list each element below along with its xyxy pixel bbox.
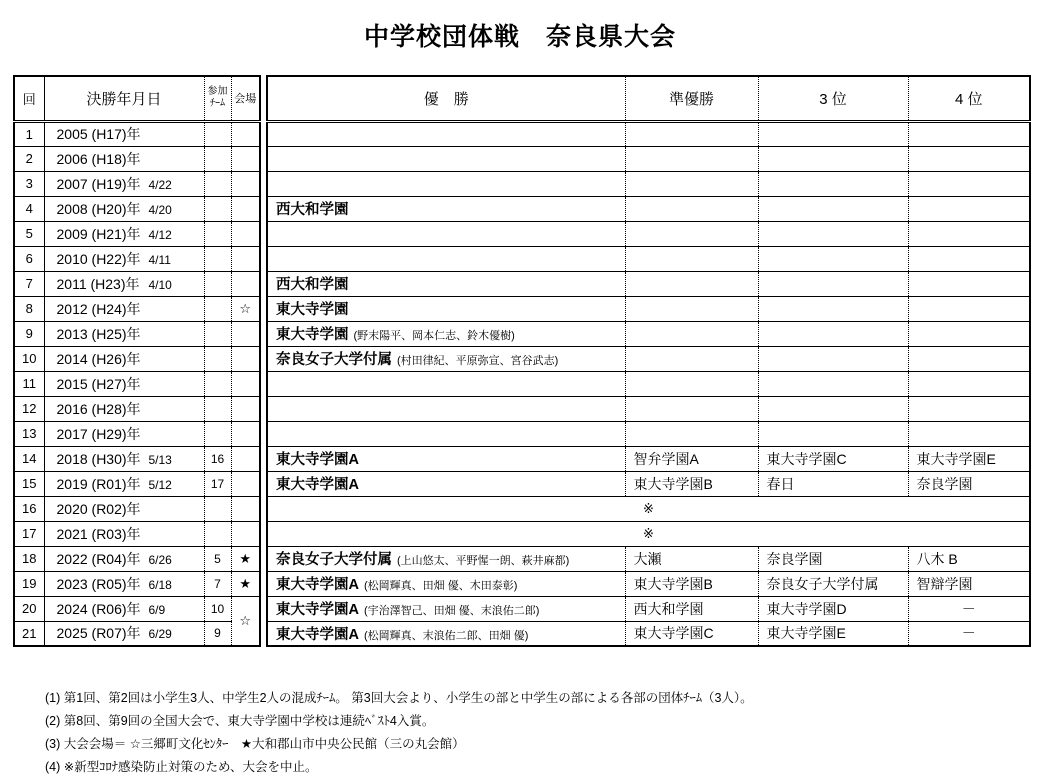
final-date-text: 6/9 <box>148 602 166 617</box>
date-cell <box>44 621 204 646</box>
teams-count-cell <box>204 196 231 221</box>
date-cell <box>44 346 204 371</box>
third-place-cell: 奈良女子大学付属 <box>758 571 908 596</box>
round-cell: 5 <box>14 221 44 246</box>
round-cell: 13 <box>14 421 44 446</box>
venue-cell <box>231 371 260 396</box>
champion-cell <box>267 246 625 271</box>
third-place-cell <box>758 396 908 421</box>
header-venue: 会場 <box>231 76 260 121</box>
runner-up-cell: 智弁学園A <box>625 446 758 471</box>
teams-count-cell <box>204 271 231 296</box>
right-table-row <box>267 621 1030 646</box>
teams-count-cell <box>204 321 231 346</box>
right-table-row <box>267 596 1030 621</box>
third-place-cell <box>758 346 908 371</box>
year-text: 2025 (R07)年 <box>56 625 141 642</box>
date-cell <box>44 521 204 546</box>
teams-count-cell: 5 <box>204 546 231 571</box>
third-place-cell <box>758 171 908 196</box>
date-cell <box>44 421 204 446</box>
venue-cell <box>231 421 260 446</box>
date-cell <box>44 121 204 146</box>
header-teams-line2: ﾁｰﾑ <box>210 98 225 110</box>
teams-count-cell <box>204 371 231 396</box>
third-place-cell: 東大寺学園E <box>758 621 908 646</box>
page-title: 中学校団体戦 奈良県大会 <box>363 23 676 51</box>
fourth-place-cell <box>908 121 1030 146</box>
teams-count-cell <box>204 296 231 321</box>
teams-count-cell <box>204 121 231 146</box>
fourth-place-cell: 智辯学園 <box>908 571 1030 596</box>
left-table-row <box>14 396 260 421</box>
left-table-row <box>14 296 260 321</box>
header-teams-line1: 参加 <box>207 86 228 98</box>
venue-cell <box>231 196 260 221</box>
right-table-row <box>267 121 1030 146</box>
year-text: 2015 (H27)年 <box>56 375 141 392</box>
year-text: 2006 (H18)年 <box>56 150 141 167</box>
champion-cell <box>267 596 625 621</box>
right-table-row <box>267 546 1030 571</box>
final-date-text: 6/29 <box>148 627 172 642</box>
champion-school: 東大寺学園A <box>276 602 359 618</box>
champion-cell <box>267 621 625 646</box>
venue-cell: ☆ <box>231 596 260 646</box>
right-table-row <box>267 171 1030 196</box>
right-table-row <box>267 421 1030 446</box>
third-place-cell <box>758 321 908 346</box>
date-cell <box>44 171 204 196</box>
teams-count-cell: 9 <box>204 621 231 646</box>
right-table-row <box>267 246 1030 271</box>
runner-up-cell <box>625 271 758 296</box>
champion-cell <box>267 396 625 421</box>
teams-count-cell <box>204 171 231 196</box>
footnote-3: (3) 大会会場＝ ☆三郷町文化ｾﾝﾀｰ ★大和郡山市中央公民館（三の丸会館） <box>45 737 465 751</box>
champion-cell <box>267 421 625 446</box>
runner-up-cell: 大瀬 <box>625 546 758 571</box>
round-cell: 6 <box>14 246 44 271</box>
right-table-row <box>267 371 1030 396</box>
round-cell: 11 <box>14 371 44 396</box>
fourth-place-cell: － <box>908 621 1030 646</box>
right-table-row <box>267 446 1030 471</box>
final-date-text: 4/10 <box>148 277 172 292</box>
year-text: 2019 (R01)年 <box>56 475 141 492</box>
runner-up-cell <box>625 371 758 396</box>
champion-school: 奈良女子大学付属 <box>276 552 392 568</box>
runner-up-cell <box>625 171 758 196</box>
venue-cell <box>231 271 260 296</box>
champion-school: 奈良女子大学付属 <box>276 352 392 368</box>
final-date-text: 6/18 <box>148 577 172 592</box>
round-cell: 16 <box>14 496 44 521</box>
left-header-row <box>14 76 260 121</box>
date-cell <box>44 396 204 421</box>
right-table-row <box>267 321 1030 346</box>
date-cell <box>44 371 204 396</box>
left-table-row <box>14 346 260 371</box>
venue-cell <box>231 171 260 196</box>
fourth-place-cell: 奈良学園 <box>908 471 1030 496</box>
runner-up-cell <box>625 346 758 371</box>
third-place-cell <box>758 371 908 396</box>
champion-school: 西大和学園 <box>276 202 349 218</box>
final-date-text: 5/12 <box>148 477 172 492</box>
left-table-row <box>14 521 260 546</box>
year-text: 2016 (H28)年 <box>56 400 141 417</box>
teams-count-cell <box>204 421 231 446</box>
left-table-row <box>14 496 260 521</box>
venue-cell <box>231 246 260 271</box>
date-cell <box>44 596 204 621</box>
date-cell <box>44 146 204 171</box>
teams-count-cell <box>204 221 231 246</box>
runner-up-cell <box>625 146 758 171</box>
venue-cell <box>231 521 260 546</box>
year-text: 2005 (H17)年 <box>56 126 141 142</box>
right-table-row <box>267 521 1030 546</box>
round-cell: 12 <box>14 396 44 421</box>
teams-count-cell <box>204 521 231 546</box>
round-cell: 3 <box>14 171 44 196</box>
third-place-cell <box>758 146 908 171</box>
year-text: 2007 (H19)年 <box>56 175 141 192</box>
venue-cell: ★ <box>231 546 260 571</box>
date-cell <box>44 196 204 221</box>
left-table-row <box>14 421 260 446</box>
third-place-cell: 東大寺学園C <box>758 446 908 471</box>
champion-school: 東大寺学園A <box>276 452 359 468</box>
date-cell <box>44 246 204 271</box>
champion-members: (松岡輝真、末浪佑二郎、田畑 優) <box>363 629 529 642</box>
runner-up-cell: 西大和学園 <box>625 596 758 621</box>
champion-members: (村田律紀、平原弥宣、宮谷武志) <box>397 355 559 367</box>
round-cell: 14 <box>14 446 44 471</box>
runner-up-cell <box>625 421 758 446</box>
year-text: 2017 (H29)年 <box>56 425 141 442</box>
runner-up-cell <box>625 246 758 271</box>
header-round: 回 <box>14 76 44 121</box>
fourth-place-cell <box>908 346 1030 371</box>
champion-school: 東大寺学園A <box>276 626 359 643</box>
year-text: 2014 (H26)年 <box>56 350 141 367</box>
round-cell: 21 <box>14 621 44 646</box>
year-text: 2013 (H25)年 <box>56 325 141 342</box>
third-place-cell <box>758 121 908 146</box>
round-cell: 9 <box>14 321 44 346</box>
fourth-place-cell <box>908 296 1030 321</box>
fourth-place-cell: － <box>908 596 1030 621</box>
right-table-row <box>267 396 1030 421</box>
date-cell <box>44 546 204 571</box>
right-header-row <box>267 76 1030 121</box>
right-table-row <box>267 296 1030 321</box>
round-cell: 19 <box>14 571 44 596</box>
fourth-place-cell <box>908 246 1030 271</box>
champion-cell <box>267 346 625 371</box>
header-runner-up: 準優勝 <box>625 76 758 121</box>
right-table-row <box>267 146 1030 171</box>
round-cell: 20 <box>14 596 44 621</box>
third-place-cell <box>758 421 908 446</box>
runner-up-cell <box>625 321 758 346</box>
right-table-row <box>267 346 1030 371</box>
left-table-row <box>14 596 260 621</box>
runner-up-cell <box>625 121 758 146</box>
year-text: 2012 (H24)年 <box>56 300 141 317</box>
right-table-row <box>267 221 1030 246</box>
left-table-row <box>14 171 260 196</box>
year-text: 2018 (H30)年 <box>56 450 141 467</box>
final-date-text: 5/13 <box>148 452 172 467</box>
teams-count-cell <box>204 346 231 371</box>
venue-cell <box>231 321 260 346</box>
year-text: 2024 (R06)年 <box>56 600 141 617</box>
year-text: 2011 (H23)年 <box>56 275 140 292</box>
left-table-body <box>14 121 260 646</box>
final-date-text: 4/12 <box>148 227 172 242</box>
teams-count-cell <box>204 396 231 421</box>
date-cell <box>44 271 204 296</box>
runner-up-cell: 東大寺学園B <box>625 571 758 596</box>
venue-cell: ☆ <box>231 296 260 321</box>
champion-members: (松岡輝真、田畑 優、木田泰彰) <box>363 580 518 592</box>
venue-cell: ★ <box>231 571 260 596</box>
right-table-body <box>267 121 1030 646</box>
left-table-row <box>14 621 260 646</box>
teams-count-cell <box>204 496 231 521</box>
fourth-place-cell <box>908 396 1030 421</box>
teams-count-cell: 16 <box>204 446 231 471</box>
champion-members: (宇治澤智己、田畑 優、末浪佑二郎) <box>363 605 540 617</box>
left-table-row <box>14 546 260 571</box>
fourth-place-cell <box>908 146 1030 171</box>
champion-cell <box>267 296 625 321</box>
cancelled-cell: ※ <box>267 521 1030 546</box>
date-cell <box>44 221 204 246</box>
date-cell <box>44 446 204 471</box>
champion-cell <box>267 371 625 396</box>
teams-count-cell <box>204 146 231 171</box>
venue-cell <box>231 146 260 171</box>
fourth-place-cell: 八木 B <box>908 546 1030 571</box>
right-table <box>266 75 1031 647</box>
results-tables <box>13 75 1031 647</box>
venue-cell <box>231 221 260 246</box>
year-text: 2022 (R04)年 <box>56 550 141 567</box>
champion-school: 西大和学園 <box>276 277 349 293</box>
runner-up-cell: 東大寺学園B <box>625 471 758 496</box>
round-cell: 10 <box>14 346 44 371</box>
left-table-row <box>14 196 260 221</box>
footnote-2: (2) 第8回、第9回の全国大会で、東大寺学園中学校は連続ﾍﾞｽﾄ4入賞。 <box>45 714 435 728</box>
date-cell <box>44 321 204 346</box>
round-cell: 1 <box>14 121 44 146</box>
teams-count-cell <box>204 246 231 271</box>
fourth-place-cell <box>908 421 1030 446</box>
header-fourth-place: 4 位 <box>908 76 1030 121</box>
round-cell: 7 <box>14 271 44 296</box>
champion-school: 東大寺学園 <box>276 327 349 343</box>
header-date: 決勝年月日 <box>44 76 204 121</box>
third-place-cell <box>758 221 908 246</box>
third-place-cell <box>758 271 908 296</box>
year-text: 2008 (H20)年 <box>56 200 141 217</box>
runner-up-cell <box>625 296 758 321</box>
fourth-place-cell <box>908 196 1030 221</box>
champion-cell <box>267 171 625 196</box>
venue-cell <box>231 346 260 371</box>
left-table-row <box>14 446 260 471</box>
champion-cell <box>267 321 625 346</box>
champion-cell <box>267 546 625 571</box>
left-table-row <box>14 221 260 246</box>
fourth-place-cell: 東大寺学園E <box>908 446 1030 471</box>
left-table <box>13 75 261 647</box>
runner-up-cell: 東大寺学園C <box>625 621 758 646</box>
teams-count-cell: 17 <box>204 471 231 496</box>
champion-cell <box>267 196 625 221</box>
footnotes <box>45 687 753 779</box>
left-table-row <box>14 246 260 271</box>
year-text: 2010 (H22)年 <box>56 250 141 267</box>
champion-members: (上山悠太、平野惺一朗、萩井麻都) <box>397 555 570 567</box>
venue-cell <box>231 471 260 496</box>
right-table-row <box>267 496 1030 521</box>
teams-count-cell: 7 <box>204 571 231 596</box>
fourth-place-cell <box>908 371 1030 396</box>
third-place-cell: 東大寺学園D <box>758 596 908 621</box>
left-table-row <box>14 146 260 171</box>
footnote-1: (1) 第1回、第2回は小学生3人、中学生2人の混成ﾁｰﾑ。 第3回大会より、小学生の部と中学生の部による各部の団体ﾁｰﾑ（3人）。 <box>45 691 753 705</box>
year-text: 2021 (R03)年 <box>56 525 141 542</box>
round-cell: 17 <box>14 521 44 546</box>
year-text: 2020 (R02)年 <box>56 500 141 517</box>
champion-cell <box>267 471 625 496</box>
right-table-row <box>267 196 1030 221</box>
date-cell <box>44 471 204 496</box>
venue-cell <box>231 446 260 471</box>
right-table-row <box>267 471 1030 496</box>
champion-cell <box>267 146 625 171</box>
final-date-text: 6/26 <box>148 552 172 567</box>
header-third-place: 3 位 <box>758 76 908 121</box>
right-table-row <box>267 571 1030 596</box>
venue-cell <box>231 396 260 421</box>
final-date-text: 4/11 <box>148 252 171 267</box>
round-cell: 18 <box>14 546 44 571</box>
left-table-row <box>14 121 260 146</box>
date-cell <box>44 296 204 321</box>
champion-members: (野末陽平、岡本仁志、鈴木優樹) <box>353 330 515 342</box>
year-text: 2009 (H21)年 <box>56 225 141 242</box>
champion-cell <box>267 446 625 471</box>
left-table-row <box>14 321 260 346</box>
teams-count-cell: 10 <box>204 596 231 621</box>
left-table-row <box>14 371 260 396</box>
header-teams <box>204 76 231 121</box>
third-place-cell <box>758 296 908 321</box>
round-cell: 4 <box>14 196 44 221</box>
champion-school: 東大寺学園 <box>276 302 349 318</box>
date-cell <box>44 571 204 596</box>
champion-school: 東大寺学園A <box>276 577 359 593</box>
champion-school: 東大寺学園A <box>276 477 359 493</box>
third-place-cell: 奈良学園 <box>758 546 908 571</box>
round-cell: 2 <box>14 146 44 171</box>
final-date-text: 4/22 <box>148 177 172 192</box>
third-place-cell <box>758 196 908 221</box>
venue-cell <box>231 121 260 146</box>
year-text: 2023 (R05)年 <box>56 575 141 592</box>
fourth-place-cell <box>908 171 1030 196</box>
header-champion: 優 勝 <box>267 76 625 121</box>
runner-up-cell <box>625 221 758 246</box>
fourth-place-cell <box>908 271 1030 296</box>
fourth-place-cell <box>908 321 1030 346</box>
champion-cell <box>267 121 625 146</box>
footnote-4: (4) ※新型ｺﾛﾅ感染防止対策のため、大会を中止。 <box>45 760 318 774</box>
third-place-cell: 春日 <box>758 471 908 496</box>
third-place-cell <box>758 246 908 271</box>
cancelled-cell: ※ <box>267 496 1030 521</box>
round-cell: 8 <box>14 296 44 321</box>
round-cell: 15 <box>14 471 44 496</box>
champion-cell <box>267 221 625 246</box>
runner-up-cell <box>625 196 758 221</box>
champion-cell <box>267 571 625 596</box>
left-table-row <box>14 271 260 296</box>
date-cell <box>44 496 204 521</box>
left-table-row <box>14 471 260 496</box>
final-date-text: 4/20 <box>148 202 172 217</box>
champion-cell <box>267 271 625 296</box>
right-table-row <box>267 271 1030 296</box>
left-table-row <box>14 571 260 596</box>
fourth-place-cell <box>908 221 1030 246</box>
venue-cell <box>231 496 260 521</box>
runner-up-cell <box>625 396 758 421</box>
